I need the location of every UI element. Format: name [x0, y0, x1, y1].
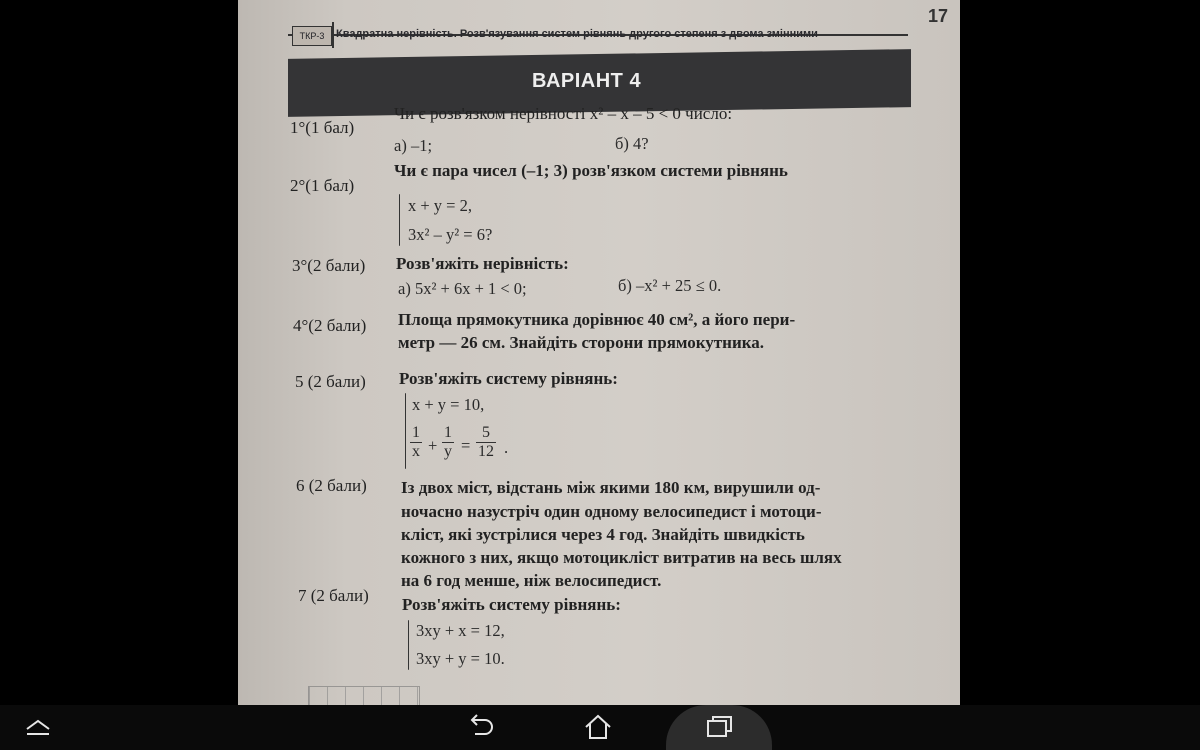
task-5-plus-sign: + — [428, 436, 438, 455]
task-5-period: . — [504, 438, 509, 457]
back-icon[interactable] — [458, 710, 502, 744]
task-1-label: 1°(1 бал) — [290, 118, 355, 137]
book-page — [238, 0, 960, 705]
page-number: 17 — [928, 6, 949, 26]
task-5-system-brace — [405, 393, 406, 469]
chapter-badge: ТКР-3 — [292, 26, 332, 46]
task-6-line-5: на 6 год менше, ніж велосипедист. — [401, 571, 662, 590]
task-3-option-b: б) –x² + 25 ≤ 0. — [618, 276, 722, 295]
chevron-up-icon[interactable] — [16, 710, 60, 744]
task-3-option-a: а) 5x² + 6x + 1 < 0; — [398, 279, 527, 298]
task-2-equation-2: 3x² – y² = 6? — [408, 225, 493, 244]
task-5-fraction-2 — [442, 424, 454, 461]
task-7-system-brace — [408, 620, 409, 670]
recent-apps-icon[interactable] — [697, 710, 741, 744]
task-7-equation-1: 3xy + x = 12, — [416, 621, 505, 640]
fraction-1-denominator: x — [412, 443, 420, 460]
answer-grid-fragment — [308, 686, 420, 705]
task-1-option-b: б) 4? — [615, 134, 649, 153]
task-5-text: Розв'яжіть систему рівнянь: — [399, 369, 618, 388]
task-4-line-2: метр — 26 см. Знайдіть сторони прямокутника. — [398, 333, 765, 352]
task-4-line-1: Площа прямокутника дорівнює 40 см², а його пери- — [398, 310, 796, 329]
task-2-system-brace — [399, 194, 400, 246]
fraction-2-numerator: 1 — [444, 424, 452, 441]
header-title: Квадратна нерівність. Розв'язування систем рівнянь другого степеня з двома змінними — [336, 28, 818, 40]
task-7-equation-2: 3xy + y = 10. — [416, 649, 505, 668]
task-5-fraction-1 — [410, 424, 422, 461]
task-2-equation-1: x + y = 2, — [408, 196, 472, 215]
header-divider — [332, 22, 334, 48]
task-2-text: Чи є пара чисел (–1; 3) розв'язком системи рівнянь — [394, 161, 788, 180]
home-icon[interactable] — [576, 710, 620, 744]
task-5-fraction-3 — [476, 424, 496, 461]
page-header — [288, 4, 949, 41]
fraction-1-numerator: 1 — [412, 424, 420, 441]
task-1-text: Чи є розв'язком нерівності x² – x – 5 < 0 число: — [394, 104, 733, 123]
task-6-line-2: ночасно назустріч один одному велосипедист і мотоци- — [401, 502, 822, 521]
fraction-2-denominator: y — [444, 443, 452, 460]
task-5-equals-sign: = — [461, 436, 471, 455]
task-5-label: 5 (2 бали) — [295, 372, 366, 391]
task-3-text: Розв'яжіть нерівність: — [396, 254, 569, 273]
task-6-label: 6 (2 бали) — [296, 476, 367, 495]
task-4-label: 4°(2 бали) — [293, 316, 367, 335]
task-2-label: 2°(1 бал) — [290, 176, 355, 195]
task-1-option-a: а) –1; — [394, 136, 433, 155]
fraction-3-denominator: 12 — [478, 443, 494, 460]
task-3-label: 3°(2 бали) — [292, 256, 366, 275]
variant-title: ВАРІАНТ 4 — [532, 70, 642, 92]
task-6-line-1: Із двох міст, відстань між якими 180 км, вирушили од- — [401, 478, 821, 497]
task-7-label: 7 (2 бали) — [298, 586, 369, 605]
fraction-3-numerator: 5 — [476, 424, 496, 443]
task-6-line-3: кліст, які зустрілися через 4 год. Знайдіть швидкість — [401, 525, 805, 544]
task-5-equation-1: x + y = 10, — [412, 395, 485, 414]
task-6-line-4: кожного з них, якщо мотоцикліст витратив на весь шлях — [401, 548, 842, 567]
task-7-text: Розв'яжіть систему рівнянь: — [402, 595, 621, 614]
